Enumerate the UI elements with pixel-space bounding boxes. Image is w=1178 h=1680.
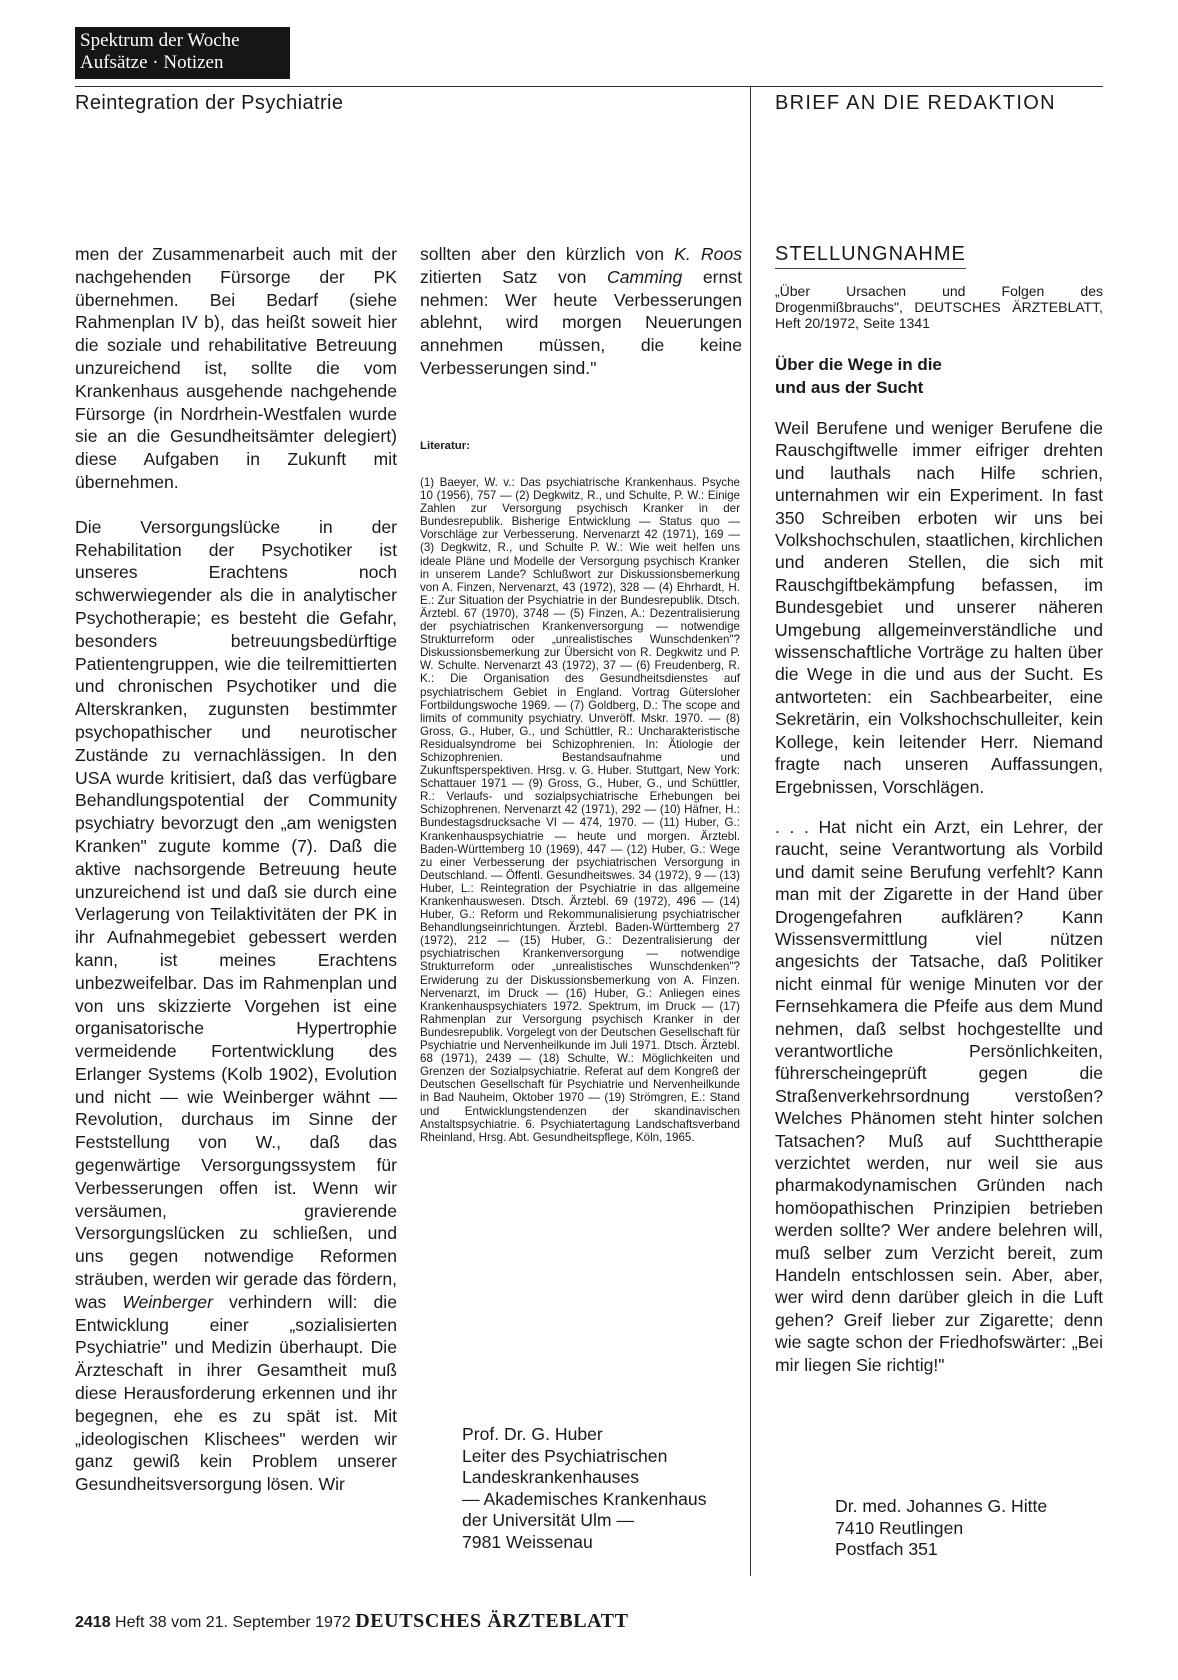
letter-title (775, 353, 1103, 399)
magazine-name: DEUTSCHES ÄRZTEBLATT (355, 1610, 629, 1632)
literature-heading: Literatur: (420, 440, 470, 452)
page-number: 2418 (75, 1614, 111, 1631)
closing-quote-text-a: sollten aber den kürzlich von (420, 244, 675, 264)
closing-quote (420, 243, 742, 380)
statement-heading: STELLUNGNAHME (775, 243, 966, 269)
article-title: Reintegration der Psychiatrie (75, 92, 344, 114)
section-label-line1: Spektrum der Woche (80, 30, 240, 51)
column-divider (750, 86, 751, 1576)
author-signature (462, 1424, 707, 1553)
issue-info: Heft 38 vom 21. September 1972 (115, 1614, 351, 1631)
closing-quote-text-b: zitierten Satz von (420, 266, 607, 287)
paragraph-1: men der Zusammenarbeit auch mit der nachgehenden Fürsorge der PK übernehmen. Bei Bedarf (siehe Rahmenplan IV b), das heißt soweit hier die soziale und rehabilitative Betreuung unzureichend ist, sollte die vom Krankenhaus ausgehende nachgehende Fürsorge (in Nordrhein-Westfalen wurde sie an die Gesundheitsämter delegiert) diese Aufgaben in Zukunft mit übernehmen. (75, 244, 397, 492)
paragraph-2-text-a: Die Versorgungslücke in der Rehabilitation der Psychotiker ist unseres Erachtens noch schwerwiegender als die in analytischer Psychotherapie; es besteht die Gefahr, besonders betreuungsbedürftige Patientengruppen, wie die teilremittierten und chronischen Psychotiker und die Alterskranken, zugunsten bestimmter psychopathischer und neurotischer Zustände zu vernachlässigen. In den USA wurde kritisiert, daß das verfügbare Behandlungspotential der Community psychiatry bevorzugt den „am wenigsten Kranken" zugute komme (7). Daß die aktive nachsorgende Betreuung heute unzureichend ist und daß sie durch eine Verlagerung von Teilaktivitäten der PK in ihr Aufnahmegebiet gebessert werden kann, ist meines Erachtens unbezweifelbar. Das im Rahmenplan und von uns skizzierte Vorgehen ist eine organisatorische Hypertrophie vermeidende Fortentwicklung des Erlanger Systems (Kolb 1902), Evolution und nicht — wie Weinberger wähnt — Revolution, durchaus im Sinne der Feststellung von W., daß das gegenwärtige Versorgungssystem für Verbesserungen offen ist. Wenn wir versäumen, gravierende Versorgungslücken zu schließen, und uns gegen notwendige Reformen sträuben, werden wir gerade das fördern, was (75, 516, 397, 1312)
section-label-box (75, 27, 290, 79)
paragraph-2-text-b: verhindern will: die Entwicklung einer „sozialisierten Psychiatrie" und Medizin überhaupt. Die Ärzteschaft in ihrer Gesamtheit muß diese Herausforderung erkennen und ihr begegnen, ehe es zu spät ist. Mit „ideologischen Klischees" werden wir ganz gewiß kein Problem unserer Gesundheitsversorgung lösen. Wir (75, 1291, 397, 1495)
signature-line: Landeskrankenhauses (462, 1467, 640, 1487)
signature-line: 7981 Weissenau (462, 1531, 593, 1552)
letter-paragraph-2: . . . Hat nicht ein Arzt, ein Lehrer, der raucht, seine Verantwortung als Vorbild und damit seine Berufung verfehlt? Kann man mit der Zigarette in der Hand über Drogengefahren aufklären? Kann Wissensvermittlung viel nützen angesichts der Tatsache, daß Politiker nicht einmal für wenige Minuten vor der Fernsehkamera die Pfeife aus dem Mund nehmen, daß selbst hochgestellte und verantwortliche Persönlichkeiten, führerscheingeprüft gegen die Straßenverkehrsordnung verstoßen? Welches Phänomen steht hinter solchen Tatsachen? Muß auf Suchttherapie verzichtet werden, nur weil sie aus pharmakodynamischen Gründen nach homöopathischen Prinzipien betrieben werden sollte? Wer andere belehren will, muß selber zum Verzicht bereit, zum Handeln entschlossen sein. Aber, aber, wer wird denn darüber gleich in die Luft gehen? Greif lieber zur Zigarette; denn wie sagte schon der Friedhofswärter: „Bei mir liegen Sie richtig!" (775, 816, 1103, 1375)
statement-reference: „Über Ursachen und Folgen des Drogenmißbrauchs", DEUTSCHES ÄRZTEBLATT, Heft 20/1972, Seite 1341 (775, 283, 1103, 331)
letter-title-line1: Über die Wege in die (775, 355, 942, 374)
closing-quote-emphasis-1: K. Roos (674, 244, 742, 264)
column-3 (775, 243, 1103, 1376)
letter-title-line2: und aus der Sucht (775, 378, 924, 397)
letter-signature-line: 7410 Reutlingen (835, 1517, 964, 1538)
closing-quote-emphasis-2: Camming (606, 266, 683, 287)
literature-list: (1) Baeyer, W. v.: Das psychiatrische Krankenhaus. Psyche 10 (1956), 757 — (2) Degkwitz, R., und Schulte, P. W.: Einige Zahlen zur Versorgung psychisch Kranker in der Bundesrepublik. Bisherige Entwicklung — Status quo — Vorschläge zur Verbesserung. Nervenarzt 42 (1971), 169 — (3) Degkwitz, R., und Schulte P. W.: Wie weit helfen uns ideale Pläne und Modelle der Versorgung psychisch Kranker in unserem Lande? Schlußwort zur Diskussionsbemerkung von A. Finzen, Nervenarzt, 43 (1972), 328 — (4) Ehrhardt, H. E.: Zur Situation der Psychiatrie in der Bundesrepublik. Dtsch. Ärztebl. 67 (1970), 3748 — (5) Finzen, A.: Dezentralisierung der psychiatrischen Krankenversorgung — notwendige Strukturreform oder „unrealistisches Wunschdenken"? Diskussionsbemerkung zur Übersicht von R. Degkwitz und P. W. Schulte. Nervenarzt 43 (1972), 37 — (6) Freudenberg, R. K.: Die Organisation des Gesundheitsdienstes auf psychiatrischem Gebiet in England. Vortrag Gütersloher Fortbildungswoche 1969. — (7) Goldberg, D.: The scope and limits of community psychiatry. Unveröff. Mskr. 1970. — (8) Gross, G., Huber, G., und Schüttler, R.: Uncharakteristische Residualsyndrome bei Schizophrenien. In: Ätiologie der Schizophrenien. Bestandsaufnahme und Zukunftsperspektiven. Hrsg. v. G. Huber. Stuttgart, New York: Schattauer 1971 — (9) Gross, G., Huber, G., und Schüttler, R.: Verlaufs- und sozialpsychiatrische Erhebungen bei Schizophrenen. Nervenarzt 42 (1971), 292 — (10) Häfner, H.: Bundestagsdrucksache VI — 474, 1970. — (11) Huber, G.: Krankenhauspsychiatrie — heute und morgen. Ärztebl. Baden-Württemberg 10 (1969), 447 — (12) Huber, G.: Wege zu einer Verbesserung der psychiatrischen Versorgung in Deutschland. — Öffentl. Gesundheitswes. 34 (1972), 9 — (13) Huber, L.: Reintegration der Psychiatrie in das allgemeine Krankenhauswesen. Dtsch. Ärztebl. 69 (1972), 496 — (14) Huber, G.: Reform und Rekommunalisierung psychiatrischer Behandlungseinrichtungen. Ärztebl. Baden-Württemberg 27 (1972), 212 — (15) Huber, G.: Dezentralisierung der psychiatrischen Krankenversorgung — notwendige Strukturreform oder „unrealistisches Wunschdenken"? Erwiderung zu der Diskussionsbemerkung von A. Finzen. Nervenarzt, im Druck — (16) Huber, G.: Anliegen eines Krankenhauspsychiaters 1972. Spektrum, im Druck — (17) Rahmenplan zur Versorgung psychisch Kranker in der Bundesrepublik. Vorgelegt von der Deutschen Gesellschaft für Psychiatrie und Nervenheilkunde im Juli 1971. Dtsch. Ärztebl. 68 (1971), 2439 — (18) Schulte, W.: Möglichkeiten und Grenzen der Sozialpsychiatrie. Referat auf dem Kongreß der Deutschen Gesellschaft für Psychiatrie und Nervenheilkunde in Bad Nauheim, Oktober 1970 — (19) Strömgren, E.: Stand und Entwicklungstendenzen der skandinavischen Anstaltspsychiatrie. 6. Psychiatertagung Landschaftsverband Rheinland, Hrsg. Abt. Gesundheitspflege, Köln, 1965. (420, 476, 740, 1144)
signature-line: der Universität Ulm — (462, 1510, 635, 1530)
closing-quote-text-c: ernst nehmen: Wer heute Verbesserungen ablehnt, wird morgen Neuerungen annehmen müssen, die keine Verbesserungen sind." (420, 266, 742, 378)
signature-line: — Akademisches Krankenhaus (462, 1488, 707, 1509)
letter-signature-line: Dr. med. Johannes G. Hitte (835, 1496, 1048, 1516)
paragraph-2-emphasis: Weinberger (122, 1291, 213, 1312)
paragraph-2 (75, 516, 397, 1496)
letter-signature (835, 1496, 1047, 1561)
column-2 (420, 243, 742, 380)
column-1 (75, 243, 397, 1496)
page-footer (75, 1610, 629, 1633)
letter-signature-line: Postfach 351 (835, 1539, 938, 1559)
signature-line: Leiter des Psychiatrischen (462, 1445, 668, 1466)
section-label-line2: Aufsätze · Notizen (80, 52, 224, 73)
letters-section-title: BRIEF AN DIE REDAKTION (775, 92, 1056, 114)
letter-paragraph-1: Weil Berufene und weniger Berufene die Rauschgiftwelle immer eifriger drehten und lauthals nach Hilfe schrien, unternahmen wir ein Experiment. In fast 350 Schreiben erboten wir uns bei Volkshochschulen, staatlichen, kirchlichen und anderen Stellen, die sich mit Rauschgiftbekämpfung befassen, im Bundesgebiet und unserer näheren Umgebung allgemeinverständliche und wissenschaftliche Vorträge zu halten über die Wege in die und aus der Sucht. Es antworteten: ein Sachbearbeiter, eine Sekretärin, ein Volkshochschulleiter, kein Kollege, kein leitender Herr. Niemand fragte nach unseren Auffassungen, Ergebnissen, Vorschlägen. (775, 418, 1103, 797)
header-rule (75, 86, 1103, 87)
signature-line: Prof. Dr. G. Huber (462, 1424, 603, 1444)
